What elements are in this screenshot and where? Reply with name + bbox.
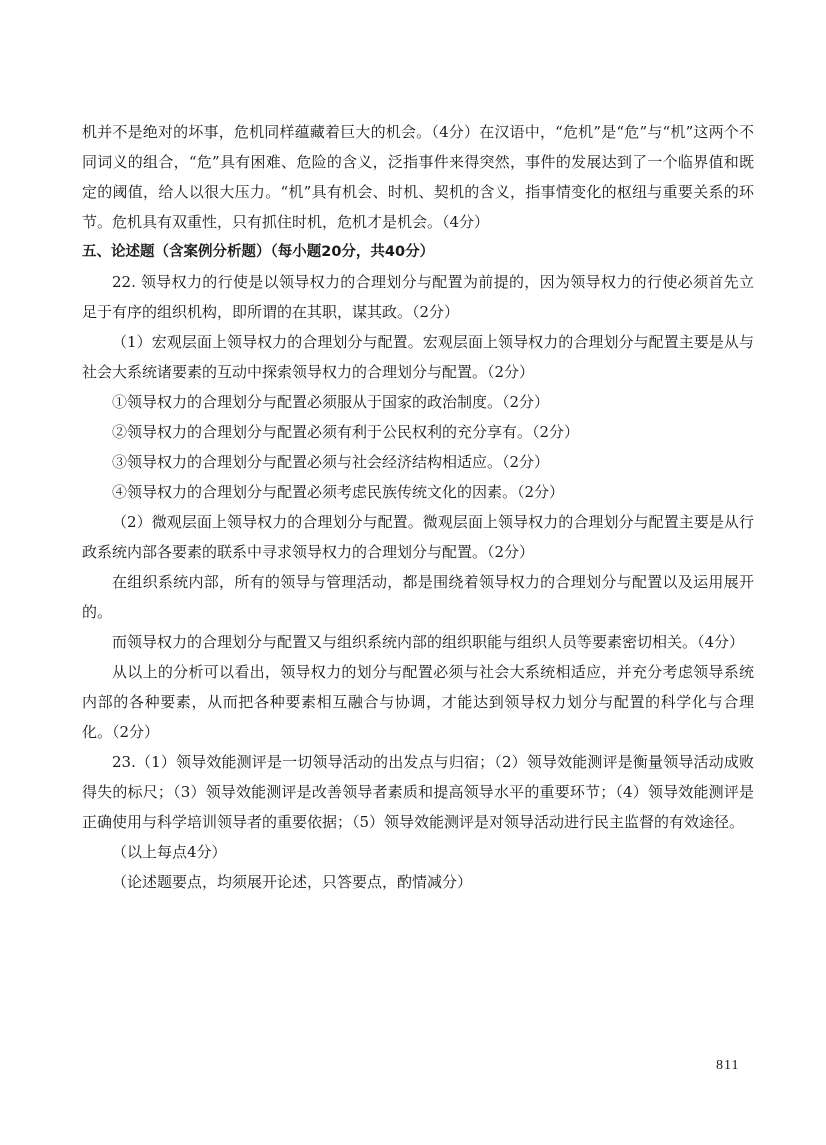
list-item-economic-structure: ③领导权力的合理划分与配置必须与社会经济结构相适应。（2分） (112, 453, 550, 471)
paragraph-q22-macro-level: （1）宏观层面上领导权力的合理划分与配置。宏观层面上领导权力的合理划分与配置主要是从与社会大系统诸要素的互动中探索领导权力的合理划分与配置。（2分） (82, 333, 754, 381)
paragraph-organization-system: 在组织系统内部，所有的领导与管理活动，都是围绕着领导权力的合理划分与配置以及运用展开的。 (82, 573, 754, 621)
paragraph-crisis-definition: 机并不是绝对的坏事，危机同样蕴藏着巨大的机会。（4分）在汉语中，“危机”是“危”与“机”这两个不同词义的组合，“危”具有困难、危险的含义，泛指事件来得突然，事件的发展达到了一个临界值和既定的阈值，给人以很大压力。“机”具有机会、时机、契机的含义，指事情变化的枢纽与重要关系的环节。危机具有双重性，只有抓住时机，危机才是机会。（4分） (82, 123, 754, 231)
note-essay-grading: （论述题要点，均须展开论述，只答要点，酌情减分） (112, 873, 473, 891)
list-item-traditional-culture: ④领导权力的合理划分与配置必须考虑民族传统文化的因素。（2分） (112, 483, 565, 501)
page-number: 811 (716, 1058, 740, 1073)
paragraph-q23-answer: 23.（1）领导效能测评是一切领导活动的出发点与归宿；（2）领导效能测评是衡量领导活动成败得失的标尺；（3）领导效能测评是改善领导者素质和提高领导水平的重要环节；（4）领导效能测评是正确使用与科学培训领导者的重要依据；（5）领导效能测评是对领导活动进行民主监督的有效途径。 (82, 753, 754, 831)
note-points-each: （以上每点4分） (112, 843, 227, 861)
paragraph-q22-intro: 22. 领导权力的行使是以领导权力的合理划分与配置为前提的，因为领导权力的行使必须首先立足于有序的组织机构，即所谓的在其职，谋其政。（2分） (82, 273, 754, 321)
section-heading-essay-questions: 五、论述题（含案例分析题）（每小题20分，共40分） (82, 244, 435, 260)
list-item-citizen-rights: ②领导权力的合理划分与配置必须有利于公民权利的充分享有。（2分） (112, 423, 580, 441)
paragraph-organization-elements: 而领导权力的合理划分与配置又与组织系统内部的组织职能与组织人员等要素密切相关。（4分） (112, 633, 745, 651)
list-item-political-system: ①领导权力的合理划分与配置必须服从于国家的政治制度。（2分） (112, 393, 550, 411)
paragraph-q22-micro-level: （2）微观层面上领导权力的合理划分与配置。微观层面上领导权力的合理划分与配置主要是从行政系统内部各要素的联系中寻求领导权力的合理划分与配置。（2分） (82, 513, 754, 561)
paragraph-q22-conclusion: 从以上的分析可以看出，领导权力的划分与配置必须与社会大系统相适应，并充分考虑领导系统内部的各种要素，从而把各种要素相互融合与协调，才能达到领导权力划分与配置的科学化与合理化。（2分） (82, 663, 754, 741)
document-body (82, 117, 754, 897)
